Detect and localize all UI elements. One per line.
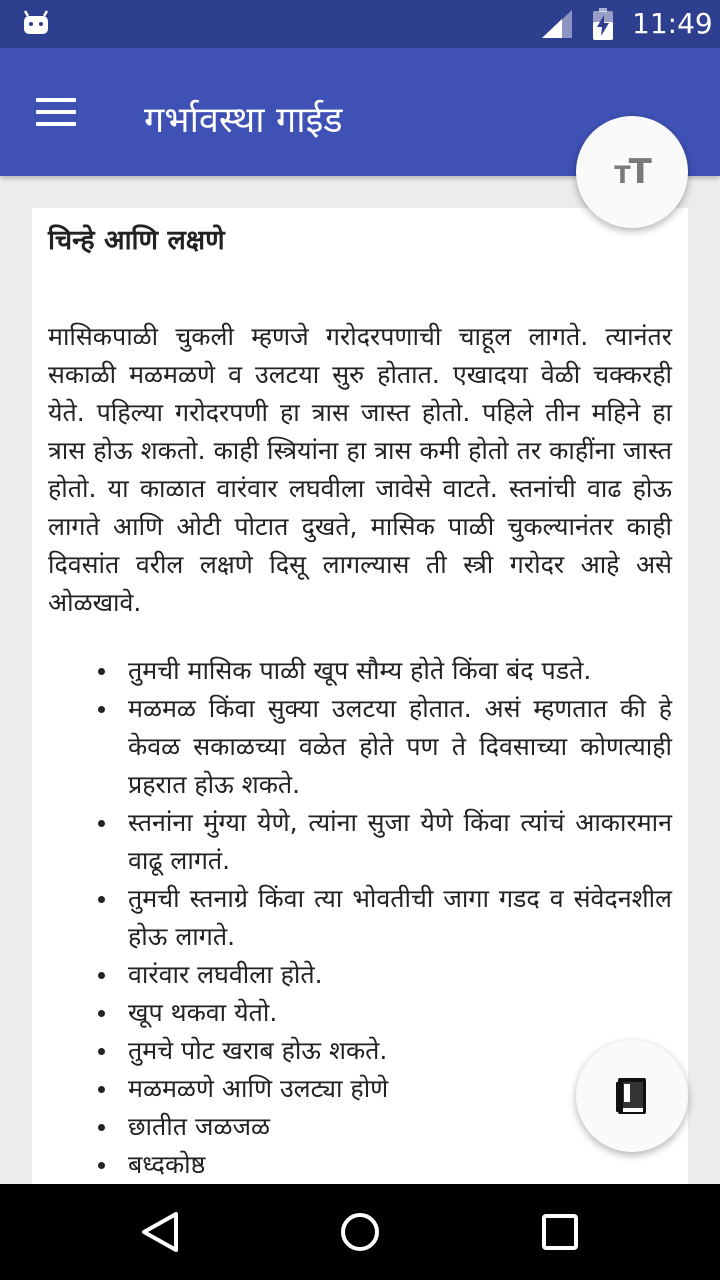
back-icon[interactable] [128,1200,192,1264]
recents-icon[interactable] [528,1200,592,1264]
hamburger-menu-icon[interactable] [24,88,88,136]
content-card [32,208,688,1198]
android-icon [22,10,50,36]
list-item: तुमची मासिक पाळी खूप सौम्य होते किंवा बंद पडते. [128,652,672,690]
list-item: खूप थकवा येतो. [128,994,672,1032]
text-size-button[interactable] [576,116,688,228]
list-item: तुमची स्तनाग्रे किंवा त्या भोवतीची जागा गडद व संवेदनशील होऊ लागते. [128,880,672,956]
list-item: स्तनांना मुंग्या येणे, त्यांना सुजा येणे किंवा त्यांचं आकारमान वाढू लागतं. [128,804,672,880]
status-bar [0,0,720,48]
list-item: वारंवार लघवीला होते. [128,956,672,994]
battery-charging-icon [592,8,614,40]
intro-paragraph: मासिकपाळी चुकली म्हणजे गरोदरपणाची चाहूल लागते. त्यानंतर सकाळी मळमळणे व उलटया सुरु होतात. एखादया वेळी चक्करही येते. पहिल्या गरोदरपणी हा त्रास जास्त होतो. पहिले तीन महिने हा त्रास होऊ शकतो. काही स्त्रियांना हा त्रास कमी होतो तर काहींना जास्त होतो. या काळात वारंवार लघवीला जावेसे वाटते. स्तनांची वाढ होऊ लागते आणि ओटी पोटात दुखते, मासिक पाळी चुकल्यानंतर काही दिवसांत वरील लक्षणे दिसू लागल्यास ती स्त्री गरोदर आहे असे ओळखावे. [48,322,672,617]
app-title: गर्भावस्था गाईड [144,100,343,141]
list-item: मळमळ किंवा सुक्या उलटया होतात. असं म्हणतात की हे केवळ सकाळच्या वळेत होते पण ते दिवसाच्या कोणत्याही प्रहरात होऊ शकते. [128,690,672,804]
list-item: बध्दकोष्ठ [128,1146,672,1184]
status-clock: 11:49 [632,7,713,40]
signal-icon [540,10,572,38]
navigation-bar [0,1184,720,1280]
book-icon [614,1076,650,1116]
list-item: मळमळणे आणि उलट्या होणे [128,1070,672,1108]
list-item: छातीत जळजळ [128,1108,672,1146]
text-size-icon: TT [614,152,650,192]
book-button[interactable] [576,1040,688,1152]
home-icon[interactable] [328,1200,392,1264]
article-body [32,208,688,1184]
section-heading: चिन्हे आणि लक्षणे [48,225,225,256]
list-item: तुमचे पोट खराब होऊ शकते. [128,1032,672,1070]
